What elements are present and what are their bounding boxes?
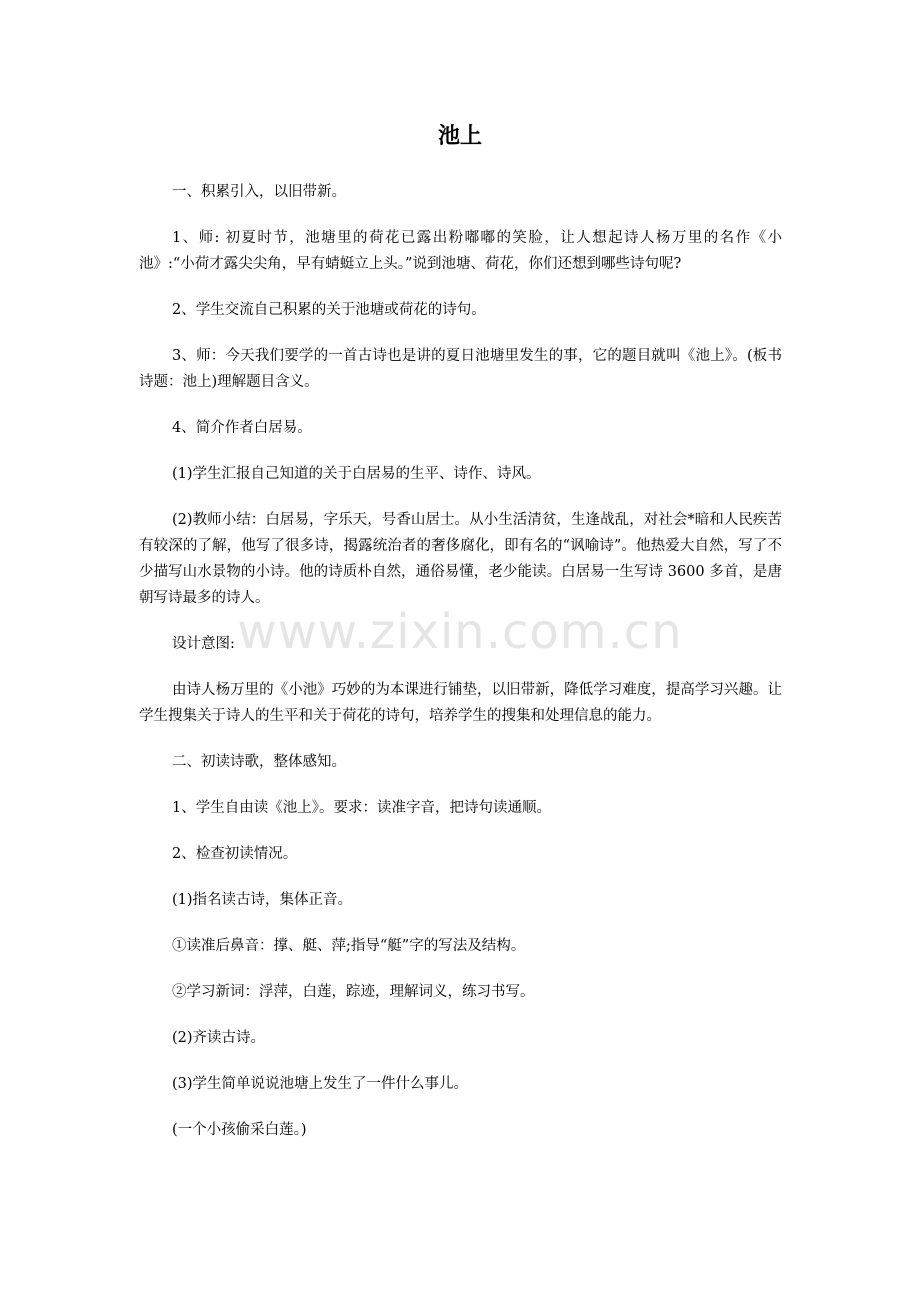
paragraph: 2、学生交流自己积累的关于池塘或荷花的诗句。: [172, 302, 486, 318]
paragraph: 3、师：今天我们要学的一首古诗也是讲的夏日池塘里发生的事，它的题目就叫《池上》。(板书诗题：池上)理解题目含义。: [139, 348, 782, 390]
paragraph: 2、检查初读情况。: [172, 846, 298, 862]
paragraph: 由诗人杨万里的《小池》巧妙的为本课进行铺垫，以旧带新，降低学习难度，提高学习兴趣。让学生搜集关于诗人的生平和关于荷花的诗句，培养学生的搜集和处理信息的能力。: [139, 682, 782, 724]
paragraph: 设计意图:: [172, 636, 235, 652]
page-title: 池上: [437, 124, 482, 149]
paragraph: 一、积累引入，以旧带新。: [172, 184, 346, 200]
paragraph: ②学习新词：浮萍，白莲，踪迹，理解词义，练习书写。: [172, 984, 535, 1000]
paragraph: (1)指名读古诗，集体正音。: [172, 892, 353, 908]
paragraph: (1)学生汇报自己知道的关于白居易的生平、诗作、诗风。: [172, 466, 541, 482]
paragraph: (2)齐读古诗。: [172, 1030, 266, 1046]
paragraph: 4、简介作者白居易。: [172, 420, 312, 436]
paragraph: (3)学生简单说说池塘上发生了一件什么事儿。: [172, 1076, 469, 1092]
paragraph: 1、师: 初夏时节，池塘里的荷花已露出粉嘟嘟的笑脸，让人想起诗人杨万里的名作《小池》:“小荷才露尖尖角，早有蜻蜓立上头。”说到池塘、荷花，你们还想到哪些诗句呢?: [139, 230, 782, 272]
paragraph: (一个小孩偷采白莲。): [172, 1122, 307, 1138]
paragraph: (2)教师小结：白居易，字乐天，号香山居士。从小生活清贫，生逢战乱，对社会*暗和人民疾苦有较深的了解，他写了很多诗，揭露统治者的奢侈腐化，即有名的“讽喻诗”。他热爱大自然，写了不少描写山水景物的小诗。他的诗质朴自然，通俗易懂，老少能读。白居易一生写诗 3600 多首，是唐朝写诗最多的诗人。: [139, 512, 782, 606]
document-body: [139, 179, 782, 1163]
paragraph: ①读准后鼻音：撑、艇、萍;指导“艇”字的写法及结构。: [172, 938, 526, 954]
paragraph: 二、初读诗歌，整体感知。: [172, 754, 346, 770]
watermark: www.zixin.com.cn: [237, 604, 683, 660]
paragraph: 1、学生自由读《池上》。要求：读准字音，把诗句读通顺。: [172, 800, 551, 816]
